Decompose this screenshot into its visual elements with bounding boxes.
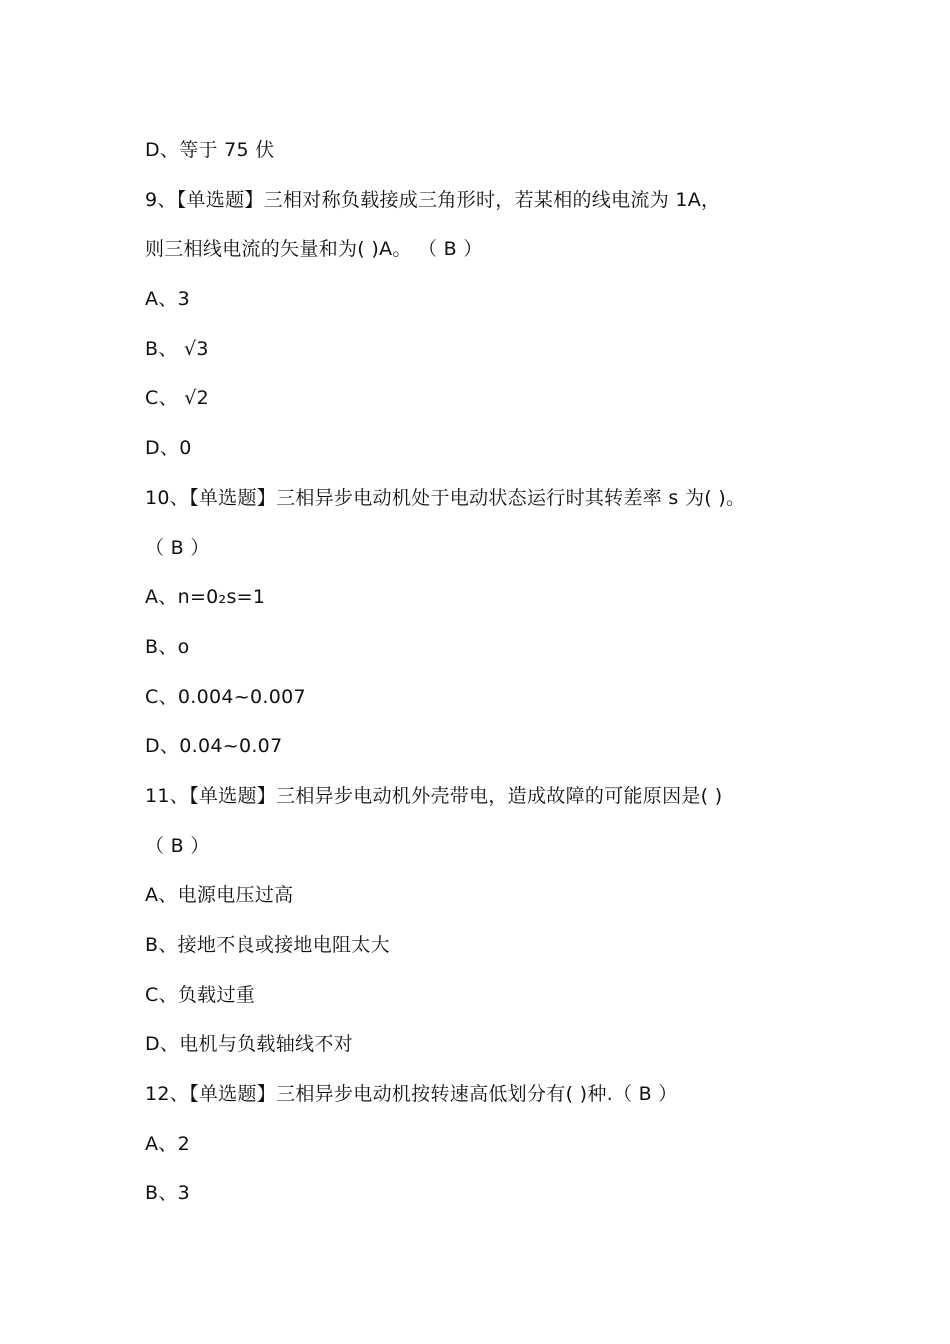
option-a-q11: A、电源电压过高 [145, 884, 294, 907]
question-9-text-cont: 则三相线电流的矢量和为( )A。 （ B ） [145, 238, 483, 261]
option-d-q11: D、电机与负载轴线不对 [145, 1033, 353, 1056]
question-9-text: 9、【单选题】三相对称负载接成三角形时，若某相的线电流为 1A， [145, 188, 721, 211]
question-11-text: 11、【单选题】三相异步电动机外壳带电，造成故障的可能原因是( ) [145, 784, 723, 807]
option-d-q10: D、0.04~0.07 [145, 735, 283, 758]
question-11-answer: （ B ） [145, 834, 210, 857]
document-body [145, 136, 845, 1229]
option-d-q9: D、0 [145, 437, 192, 460]
option-b-q10: B、o [145, 635, 190, 658]
question-12-text: 12、【单选题】三相异步电动机按转速高低划分有( )种.（ B ） [145, 1083, 678, 1106]
option-c-q10: C、0.004~0.007 [145, 685, 306, 708]
option-b-q12: B、3 [145, 1182, 191, 1205]
question-10-answer: （ B ） [145, 536, 210, 559]
option-c-q11: C、负载过重 [145, 983, 256, 1006]
option-a-q9: A、3 [145, 288, 190, 311]
option-b-q11: B、接地不良或接地电阻太大 [145, 934, 390, 956]
option-c-q9: C、 √2 [145, 387, 210, 410]
option-d-q8: D、等于 75 伏 [145, 139, 275, 161]
option-a-q12: A、2 [145, 1132, 190, 1155]
option-b-q9: B、 √3 [145, 337, 209, 360]
option-a-q10: A、n=0₂s=1 [145, 586, 266, 609]
question-10-text: 10、【单选题】三相异步电动机处于电动状态运行时其转差率 s 为( )。 [145, 486, 746, 509]
